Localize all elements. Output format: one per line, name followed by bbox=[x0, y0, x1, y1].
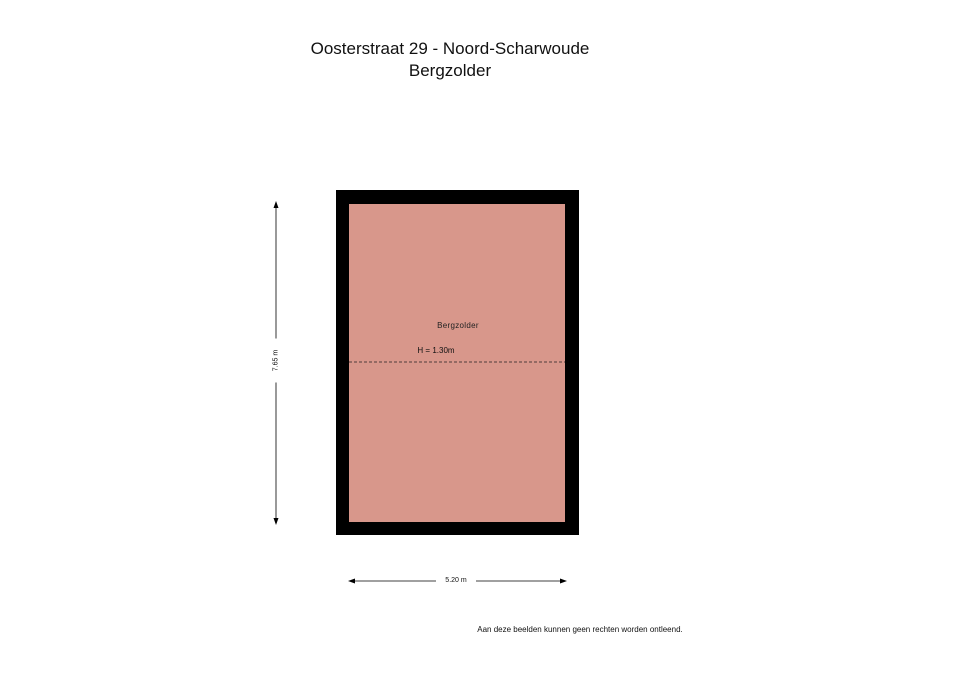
disclaimer-text: Aan deze beelden kunnen geen rechten worden ontleend. bbox=[477, 625, 683, 634]
floor-title: Bergzolder bbox=[408, 61, 492, 80]
width-label: 5.20 m bbox=[436, 576, 476, 585]
room-label: Bergzolder bbox=[437, 321, 479, 330]
height-label: H = 1.30m bbox=[417, 346, 455, 355]
depth-label: 7.65 m bbox=[272, 339, 281, 383]
room-floor bbox=[349, 204, 565, 522]
address-title: Oosterstraat 29 - Noord-Scharwoude bbox=[310, 39, 590, 58]
